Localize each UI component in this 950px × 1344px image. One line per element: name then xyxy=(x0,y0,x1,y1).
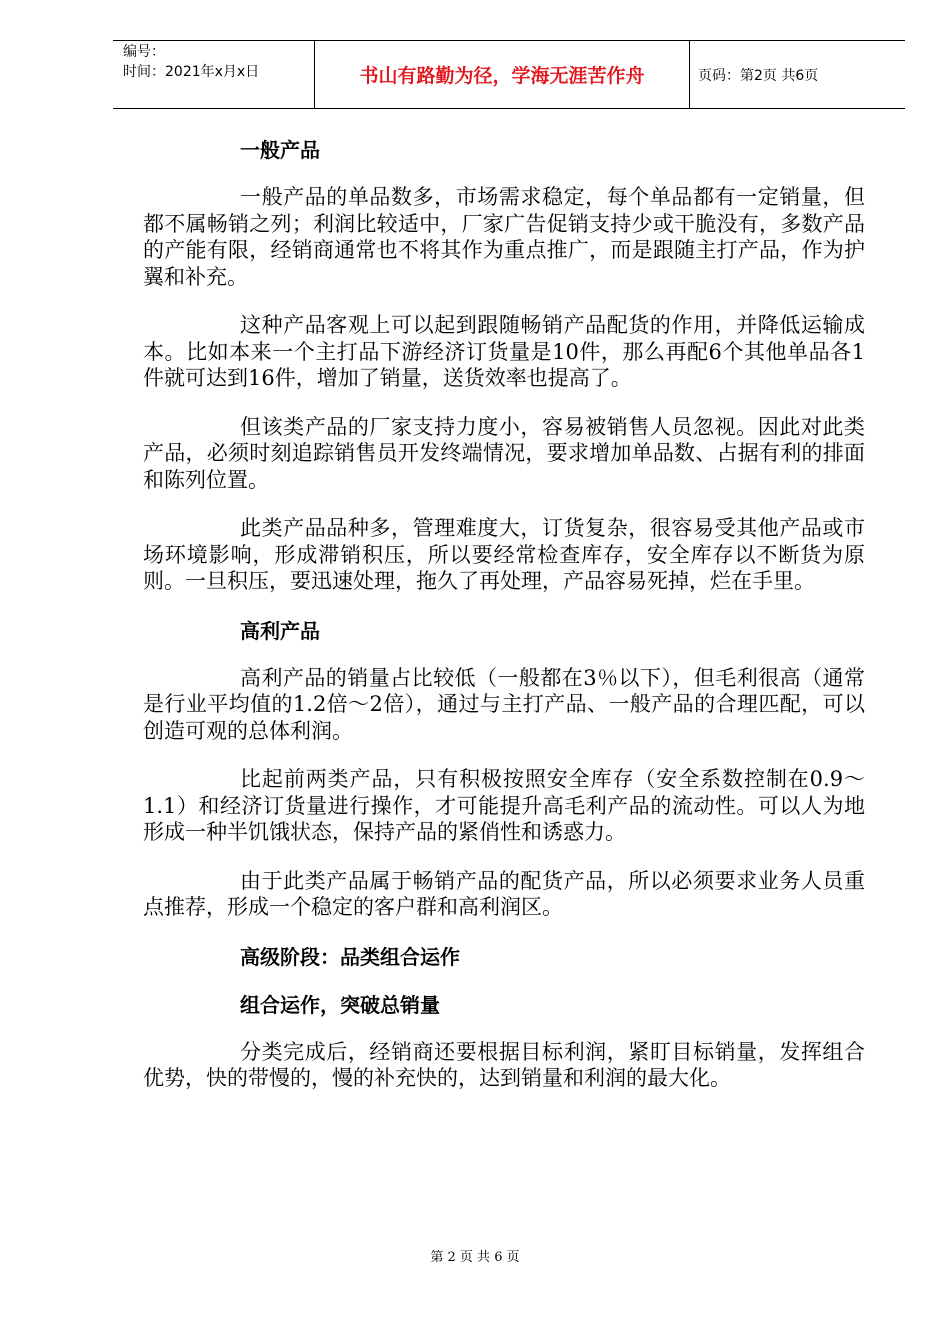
body-paragraph: 一般产品的单品数多，市场需求稳定，每个单品都有一定销量，但都不属畅销之列；利润比较适中，厂家广告促销支持少或干脆没有，多数产品的产能有限，经销商通常也不将其作为重点推广，而是跟随主打产品，作为护翼和补充。 xyxy=(143,185,865,289)
body-paragraph: 分类完成后，经销商还要根据目标利润，紧盯目标销量，发挥组合优势，快的带慢的，慢的补充快的，达到销量和利润的最大化。 xyxy=(143,1039,865,1090)
page-header xyxy=(113,40,905,109)
section-heading: 组合运作，突破总销量 xyxy=(240,992,440,1017)
body-paragraph: 此类产品品种多，管理难度大，订货复杂，很容易受其他产品或市场环境影响，形成滞销积压，所以要经常检查库存，安全库存以不断货为原则。一旦积压，要迅速处理，拖久了再处理，产品容易死掉，烂在手里。 xyxy=(143,516,865,593)
document-body xyxy=(143,136,865,1114)
section-heading: 高级阶段：品类组合运作 xyxy=(240,944,460,969)
header-motto: 书山有路勤为径，学海无涯苦作舟 xyxy=(315,41,690,108)
header-meta xyxy=(113,41,315,108)
body-paragraph: 但该类产品的厂家支持力度小，容易被销售人员忽视。因此对此类产品，必须时刻追踪销售员开发终端情况，要求增加单品数、占据有利的排面和陈列位置。 xyxy=(143,414,865,492)
section-heading: 一般产品 xyxy=(240,138,320,162)
document-time-label: 时间：2021年x月x日 xyxy=(123,64,260,80)
body-paragraph: 由于此类产品属于畅销产品的配货产品，所以必须要求业务人员重点推荐，形成一个稳定的客户群和高利润区。 xyxy=(143,868,865,919)
header-page-info: 页码：第2页 共6页 xyxy=(698,67,819,84)
body-paragraph: 比起前两类产品，只有积极按照安全库存（安全系数控制在0.9～1.1）和经济订货量进行操作，才可能提升高毛利产品的流动性。可以人为地形成一种半饥饿状态，保持产品的紧俏性和诱惑力。 xyxy=(143,767,865,844)
page-footer: 第 2 页 共 6 页 xyxy=(430,1250,520,1265)
section-heading: 高利产品 xyxy=(240,618,320,643)
body-paragraph: 这种产品客观上可以起到跟随畅销产品配货的作用，并降低运输成本。比如本来一个主打品下游经济订货量是10件，那么再配6个其他单品各1件就可达到16件，增加了销量，送货效率也提高了。 xyxy=(143,313,865,390)
document-number-label: 编号： xyxy=(123,44,165,60)
body-paragraph: 高利产品的销量占比较低（一般都在3％以下），但毛利很高（通常是行业平均值的1.2倍～2倍），通过与主打产品、一般产品的合理匹配，可以创造可观的总体利润。 xyxy=(143,665,865,743)
